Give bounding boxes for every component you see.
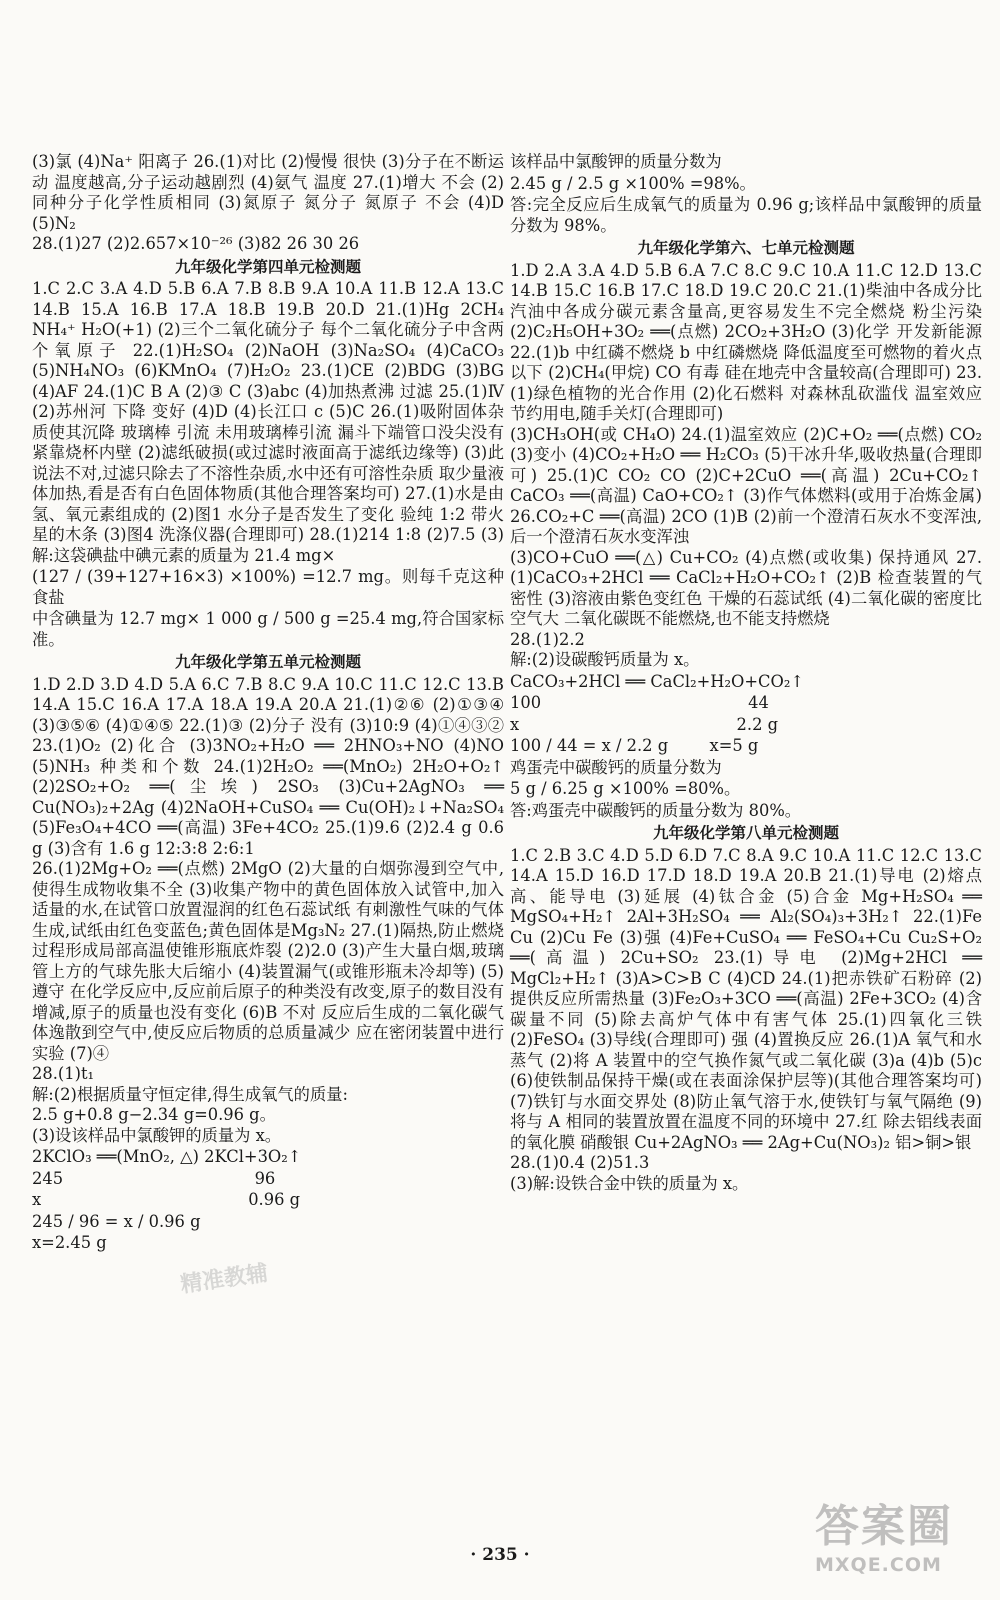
left-answer-column (32, 152, 510, 1255)
answer-paragraph: 中含碘量为 12.7 mg× 1 000 g / 500 g =25.4 mg,符合国家标准。 (32, 609, 504, 649)
answer-paragraph: x 2.2 g (510, 714, 779, 734)
answer-paragraph: 28.(1)27 (2)2.657×10⁻²⁶ (3)82 26 30 26 (32, 234, 360, 253)
answer-paragraph: (3)设该样品中氯酸钾的质量为 x。 (32, 1125, 282, 1145)
answer-paragraph: (3)解:设铁合金中铁的质量为 x。 (510, 1173, 749, 1193)
answer-paragraph: 1.C 2.B 3.C 4.D 5.D 6.D 7.C 8.A 9.C 10.A 11.C 12.C 13.C 14.A 15.D 16.D 17.D 18.D 19.A 20.B 21.(1)导电 (2)熔点高、能导电 (3)延展 (4)钛合金 (5)合金 Mg+H₂SO₄ ══ MgSO₄+H₂↑ 2Al+3H₂SO₄ ══ Al₂(SO₄)₃+3H₂↑ 22.(1)Fe Cu (2)Cu Fe (3)强 (4)Fe+CuSO₄ ══ FeSO₄+Cu Cu₂S+O₂ ══(高温) 2Cu+SO₂ 23.(1)导电 (2)Mg+2HCl ══ MgCl₂+H₂↑ (3)A>C>B C (4)CD 24.(1)把赤铁矿石粉碎 (2)提供反应所需热量 (3)Fe₂O₃+3CO ══(高温) 2Fe+3CO₂ (4)含碳量不同 (5)除去高炉气体中有害气体 25.(1)四氧化三铁 (2)FeSO₄ (3)导线(合理即可) 强 (4)置换反应 26.(1)A 氧气和水蒸气 (2)将 A 装置中的空气换作氮气或二氧化碳 (3)a (4)b (5)c (6)使铁制品保持干燥(或在表面涂保护层等)(其他合理答案均可) (7)铁钉与水面交界处 (8)防止氧气溶于水,使铁钉与氧气隔绝 (9)将与 A 相同的装置放置在温度不同的环境中 27.红 除去铝线表面的氧化膜 硝酸银 Cu+2AgNO₃ ══ 2Ag+Cu(NO₃)₂ 铝>铜>银 (510, 845, 988, 1152)
answer-paragraph: 解:(2)根据质量守恒定律,得生成氧气的质量: (32, 1084, 348, 1104)
answer-paragraph: x=2.45 g (32, 1233, 107, 1252)
answer-paragraph: 该样品中氯酸钾的质量分数为 (510, 152, 722, 171)
page-number: · 235 · (470, 1545, 530, 1565)
answer-paragraph: 245 96 (32, 1168, 276, 1188)
center-watermark: 精准教辅 (178, 1260, 270, 1298)
answer-paragraph: 2.5 g+0.8 g−2.34 g=0.96 g。 (32, 1105, 276, 1124)
answer-paragraph: (127 / (39+127+16×3) ×100%) =12.7 mg。则每千克这种食盐 (32, 567, 504, 607)
answer-paragraph: 100 / 44 = x / 2.2 g x=5 g (510, 736, 759, 755)
answer-paragraph: 245 / 96 = x / 0.96 g (32, 1211, 201, 1231)
answer-paragraph: 28.(1)2.2 (510, 629, 585, 649)
answer-paragraph: 1.C 2.C 3.A 4.D 5.B 6.A 7.B 8.B 9.A 10.A 11.B 12.A 13.C 14.B 15.A 16.B 17.A 18.B 19.B 20.D 21.(1)Hg 2CH₄ NH₄⁺ H₂O(+1) (2)三个二氧化硫分子 每个二氧化硫分子中含两个氧原子 22.(1)H₂SO₄ (2)NaOH (3)Na₂SO₄ (4)CaCO₃ (5)NH₄NO₃ (6)KMnO₄ (7)H₂O₂ 23.(1)CE (2)BDG (3)BG (4)AF 24.(1)C B A (2)③ C (3)abc (4)加热煮沸 过滤 25.(1)Ⅳ (2)苏州河 下降 变好 (4)D (4)长江口 c (5)C 26.(1)吸附固体杂质使其沉降 玻璃棒 引流 未用玻璃棒引流 漏斗下端管口没尖没有紧靠烧杯内壁 (2)滤纸破损(或过滤时液面高于滤纸边缘等) (3)此说法不对,过滤只除去了不溶性杂质,水中还有可溶性杂质 取少量液体加热,看是否有白色固体物质(其他合理答案均可) 27.(1)水是由氢、氧元素组成的 (2)图1 水分子是否发生了变化 验纯 1:2 带火星的木条 (3)图4 洗涤仪器(合理即可) 28.(1)214 1:8 (2)7.5 (3)解:这袋碘盐中碘元素的质量为 21.4 mg× (32, 279, 510, 565)
watermark-logo: 答案圈 (815, 1501, 953, 1552)
answer-paragraph: 100 44 (510, 693, 769, 712)
answer-paragraph: 鸡蛋壳中碳酸钙的质量分数为 (510, 757, 722, 777)
section-heading: 九年级化学第八单元检测题 (652, 824, 839, 842)
answer-paragraph: 1.D 2.D 3.D 4.D 5.A 6.C 7.B 8.C 9.A 10.C 11.C 12.C 13.B 14.A 15.C 16.A 17.A 18.A 19.A 20.A 21.(1)②⑥ (2)①③④ (3)③⑤⑥ (4)①④⑤ 22.(1)③ (2)分子 没有 (3)10:9 (4)①④③② 23.(1)O₂ (2)化合 (3)3NO₂+H₂O ══ 2HNO₃+NO (4)NO (5)NH₃ 种类和个数 24.(1)2H₂O₂ ══(MnO₂) 2H₂O+O₂↑ (2)2SO₂+O₂ ══(尘埃) 2SO₃ (3)Cu+2AgNO₃ ══ Cu(NO₃)₂+2Ag (4)2NaOH+CuSO₄ ══ Cu(OH)₂↓+Na₂SO₄ (5)Fe₃O₄+4CO ══(高温) 3Fe+4CO₂ 25.(1)9.6 (2)2.4 g 0.6 g (3)含有 1.6 g 12:3:8 2:6:1 (32, 674, 510, 858)
answer-paragraph: (3)CO+CuO ══(△) Cu+CO₂ (4)点燃(或收集) 保持通风 27.(1)CaCO₃+2HCl ══ CaCl₂+H₂O+CO₂↑ (2)B 检查装置的气密性 (3)溶液由紫色变红色 干燥的石蕊试纸 (4)二氧化碳的密度比空气大 二氧化碳既不能燃烧,也不能支持燃烧 (510, 547, 982, 628)
answer-paragraph: 2.45 g / 2.5 g ×100% =98%。 (510, 173, 756, 193)
answer-paragraph: 答:完全反应后生成氧气的质量为 0.96 g;该样品中氯酸钾的质量分数为 98%。 (510, 195, 982, 235)
answer-paragraph: 5 g / 6.25 g ×100% =80%。 (510, 779, 741, 798)
right-answer-column (510, 152, 988, 1194)
answer-paragraph: 2KClO₃ ══(MnO₂, △) 2KCl+3O₂↑ (32, 1147, 302, 1166)
answer-paragraph: 28.(1)0.4 (2)51.3 (510, 1153, 650, 1172)
answer-paragraph: 1.D 2.A 3.A 4.D 5.B 6.A 7.C 8.C 9.C 10.A 11.C 12.D 13.C 14.B 15.C 16.B 17.C 18.D 19.C 20.C 21.(1)柴油中各成分比汽油中各成分碳元素含量高,更容易发生不完全燃烧 粉尘污染 (2)C₂H₅OH+3O₂ ══(点燃) 2CO₂+3H₂O (3)化学 开发新能源 22.(1)b 中红磷不燃烧 b 中红磷燃烧 降低温度至可燃物的着火点以下 (2)CH₄(甲烷) CO 有毒 硅在地壳中含量较高(合理即可) 23.(1)绿色植物的光合作用 (2)化石燃料 对森林乱砍滥伐 温室效应 节约用电,随手关灯(合理即可) (510, 260, 988, 423)
answer-paragraph: 26.(1)2Mg+O₂ ══(点燃) 2MgO (2)大量的白烟弥漫到空气中,使得生成物收集不全 (3)收集产物中的黄色固体放入试管中,加入适量的水,在试管口放置湿润的红色石蕊试纸 有刺激性气味的气体生成,试纸由红色变蓝色;黄色固体是Mg₃N₂ 27.(1)隔热,防止燃烧过程形成局部高温使锥形瓶底炸裂 (2)2.0 (3)产生大量白烟,玻璃管上方的气球先胀大后缩小 (4)装置漏气(或锥形瓶未冷却等) (5)遵守 在化学反应中,反应前后原子的种类没有改变,原子的数目没有增减,原子的质量也没有变化 (6)B 不对 反应后生成的二氧化碳气体逸散到空气中,使反应后物质的总质量减少 应在密闭装置中进行实验 (7)④ (32, 859, 504, 1063)
answer-paragraph: CaCO₃+2HCl ══ CaCl₂+H₂O+CO₂↑ (510, 671, 805, 691)
section-heading: 九年级化学第五单元检测题 (174, 653, 361, 671)
site-watermark (815, 1490, 980, 1585)
answer-paragraph: 答:鸡蛋壳中碳酸钙的质量分数为 80%。 (510, 800, 802, 820)
answer-paragraph: x 0.96 g (32, 1190, 301, 1209)
section-heading: 九年级化学第六、七单元检测题 (637, 239, 855, 257)
watermark-url: MXQE.COM (815, 1554, 942, 1576)
answer-paragraph: 解:(2)设碳酸钙质量为 x。 (510, 650, 700, 669)
section-heading: 九年级化学第四单元检测题 (174, 257, 361, 276)
answer-paragraph: (3)氯 (4)Na⁺ 阳离子 26.(1)对比 (2)慢慢 很快 (3)分子在不断运动 温度越高,分子运动越剧烈 (4)氨气 温度 27.(1)增大 不会 (2)同种分子化学性质相同 (3)氮原子 氮分子 氮原子 不会 (4)D (5)N₂ (32, 152, 510, 233)
answer-paragraph: 28.(1)t₁ (32, 1064, 95, 1083)
answer-paragraph: (3)CH₃OH(或 CH₄O) 24.(1)温室效应 (2)C+O₂ ══(点燃) CO₂ (3)变小 (4)CO₂+H₂O ══ H₂CO₃ (5)干冰升华,吸收热量(合理即可) 25.(1)C CO₂ CO (2)C+2CuO ══(高温) 2Cu+CO₂↑ CaCO₃ ══(高温) CaO+CO₂↑ (3)作气体燃料(或用于冶炼金属) 26.CO₂+C ══(高温) 2CO (1)B (2)前一个澄清石灰水不变浑浊,后一个澄清石灰水变浑浊 (510, 424, 988, 546)
